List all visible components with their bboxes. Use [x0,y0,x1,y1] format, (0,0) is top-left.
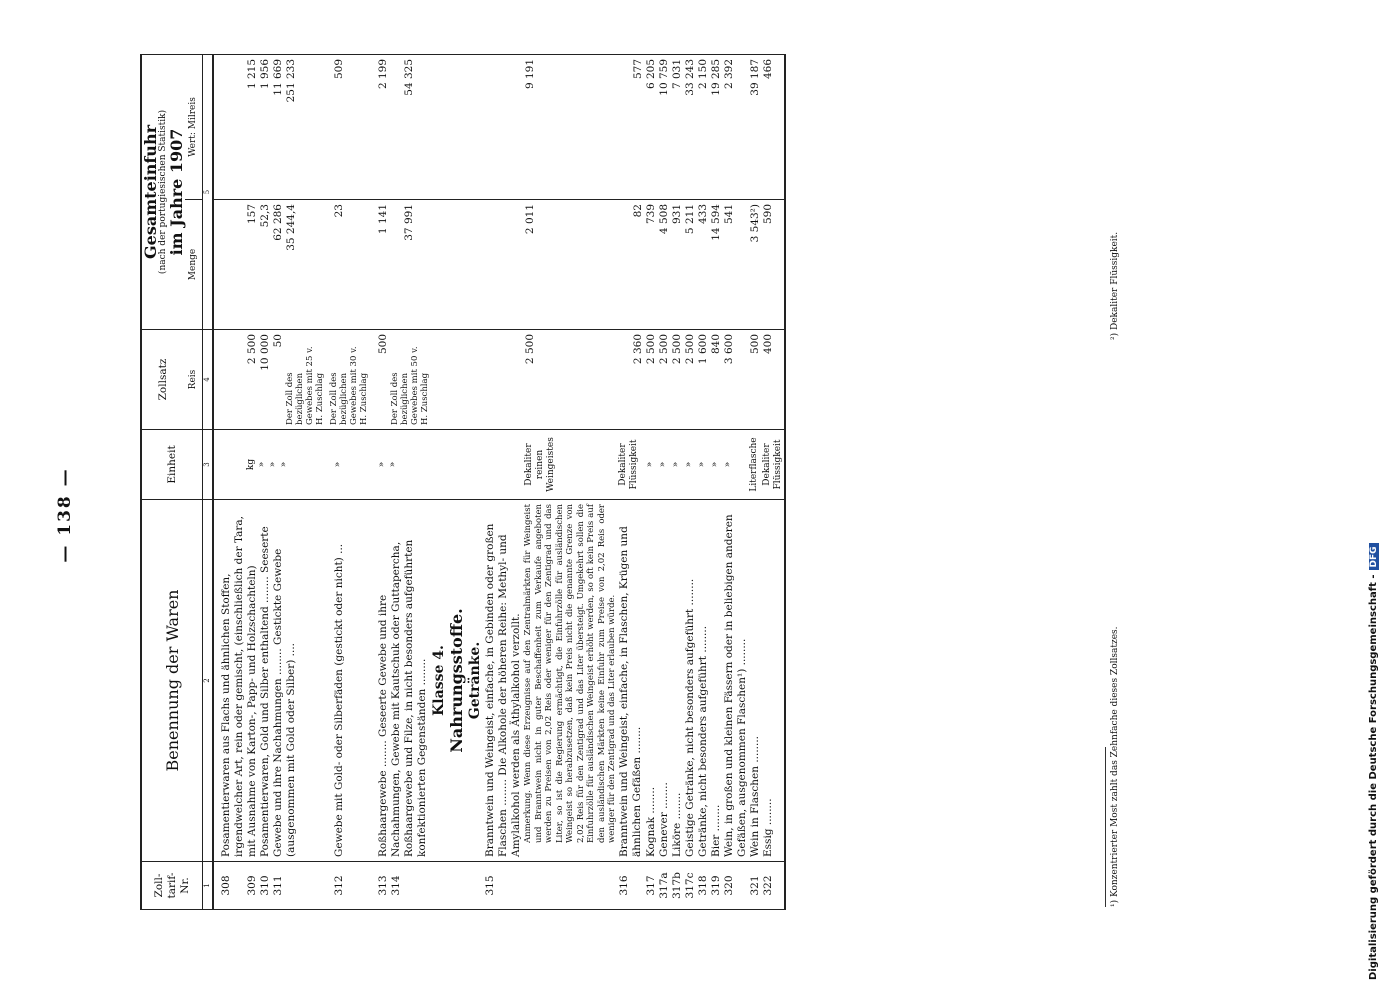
cell-value: 33 243 [684,54,697,199]
cell-desc: Liköre ........ [671,500,684,862]
cell-desc: Essig ........ [762,500,785,862]
table-row [484,54,618,909]
cell-nr: 320 [723,862,749,910]
cell-value: 7 031 [671,54,684,199]
cell-value: 2 392 [723,54,749,199]
cell-value: 6 205 [645,54,658,199]
cell-unit: » [658,430,671,500]
cell-nr: 318 [697,862,710,910]
header-import-year: im Jahre 1907 [167,128,186,256]
table-row [645,54,658,909]
cell-qty: 23 [325,200,369,330]
cell-nr: 321 [749,862,762,910]
cell-value: 577 [618,54,645,199]
cell-rate: 2 500 [484,330,618,430]
cell-qty: 1 141 37 991 [369,200,430,330]
cell-qty: 2 011 [484,200,618,330]
digitization-credit: Digitalisierung gefördert durch die Deutsche Forschungsgemeinschaft -DFG [1368,0,1382,980]
cell-value: 19 285 [710,54,723,199]
klasse-title: Nahrungsstoffe. [447,608,466,753]
cell-qty: 4 508 [658,200,671,330]
cell-qty: 590 [762,200,785,330]
cell-unit: » [684,430,697,500]
cell-rate: 500 [749,330,762,430]
cell-desc: Gewebe mit Gold- oder Silberfäden (gestickt oder nicht) ... [325,500,369,862]
cell-nr: 322 [762,862,785,910]
cell-nr: 317a [658,862,671,910]
cell-rate: 2 500 10 000 50 Der Zoll des bezüglichen Gewebes mit 25 v. H. Zuschlag [213,330,325,430]
header-value: Wert: Milreis [185,54,203,199]
note-text: Anmerkung. Wenn diese Erzeugnisse auf den Zentralmärkten für Weingeist und Branntwein nicht in guter Beschaffenheit zum Verkaufe angeboten werden zu Preisen von 2,02 Reis oder weniger für den Zentigrad und das Liter, so ist die Regierung ermächtigt, die Einfuhrzölle für ausländischen Weingeist so herabzusetzen, daß kein Preis nicht die genannte Grenze von 2,02 Reis für den Zentigrad und das Liter übersteigt. Umgekehrt sollen die Einfuhrzölle für ausländischen Weingeist erhöht werden, so oft kein Preis auf den ausländischen Märkten keine Einfuhr zum Preise von 2,02 Reis oder weniger für den Zentigrad und das Liter erlauben würde. [523,504,617,843]
cell-desc: Wein in Flaschen ........ [749,500,762,862]
header-import-sub: (nach der portugiesischen Statistik) [158,109,168,275]
cell-nr: 317b [671,862,684,910]
cell-nr: 317c [684,862,697,910]
header-duty-unit: Reis [185,330,203,430]
table-row [671,54,684,909]
cell-desc: Branntwein und Weingeist, einfache, in Gebinden oder großen Flaschen ........ Die Alkohole der höheren Reihe: Methyl- und Amylalkohol werden als Äthylalkohol verzollt. Anmerkung. Wenn diese Erzeugnisse auf den Zentralmärkten für Weingeist und Branntwein nicht in guter Beschaffenheit zum Verkaufe angeboten werden zu Preisen von 2,02 Reis oder weniger für den Zentigrad und das Liter, so ist die Regierung ermächtigt, die Einfuhrzölle für ausländischen Weingeist so herabzusetzen, daß kein Preis nicht die genannte Grenze von 2,02 Reis für den Zentigrad und das Liter übersteigt. Umgekehrt sollen die Einfuhrzölle für ausländischen Weingeist erhöht werden, so oft kein Preis auf den ausländischen Märkten keine Einfuhr zum Preise von 2,02 Reis oder weniger für den Zentigrad und das Liter erlauben würde. [484,500,618,862]
cell-desc: Kognak ........ [645,500,658,862]
rotated-page [55,55,1240,975]
cell-desc: Geistige Getränke, nicht besonders aufgeführt ........ [684,500,697,862]
cell-rate: 3 600 [723,330,749,430]
cell-desc: Bier ........ [710,500,723,862]
cell-qty: 3 543²) [749,200,762,330]
cell-rate: 2 500 [645,330,658,430]
cell-unit: » [697,430,710,500]
table-row [762,54,785,909]
cell-qty: 541 [723,200,749,330]
header-tariff-nr: Zoll- tarif- Nr. [141,862,203,910]
section-heading [430,500,484,862]
cell-desc: Getränke, nicht besonders aufgeführt ........ [697,500,710,862]
cell-desc: Roßhaargewebe ........ Geseerte Gewebe und ihre Nachahmungen, Gewebe mit Kautschuk oder Guttapercha, Roßhaargewebe und Filze, in nicht besonders aufgeführten konfektionierten Gegenständen ........ [369,500,430,862]
cell-unit: Dekaliter Flüssigkeit [618,430,645,500]
cell-nr: 308 309 310 311 [213,862,325,910]
cell-qty: 82 [618,200,645,330]
table-row [325,54,369,909]
header-goods: Benennung der Waren [141,500,203,862]
footnote-1: ¹) Konzentrierter Most zahlt das Zehnfache dieses Zollsatzes. [1110,626,1120,907]
cell-desc: Branntwein und Weingeist, einfache, in Flaschen, Krügen und ähnlichen Gefäßen ........ [618,500,645,862]
cell-qty: 14 594 [710,200,723,330]
table-row [213,54,325,909]
cell-nr: 316 [618,862,645,910]
colnum-1: 1 [203,862,214,910]
cell-unit: » [710,430,723,500]
cell-value: 466 [762,54,785,199]
footnote-rule [1105,747,1106,907]
cell-unit: Dekaliter Flüssigkeit [762,430,785,500]
klasse-label: Klasse 4. [431,645,447,716]
cell-unit: » [645,430,658,500]
cell-rate: 2 500 [684,330,697,430]
table-row [697,54,710,909]
tariff-table [140,54,786,910]
header-duty: Zollsatz [141,330,185,430]
cell-qty: 157 52,3 62 286 35 244,4 [213,200,325,330]
cell-desc: Posamentierwaren aus Flachs und ähnlichen Stoffen, irgendwelcher Art, rein oder gemischt, (einschließlich der Tara, mit Ausnahme von Karton-, Papp- und Holzschachteln) Posamentierwaren, Gold und Silber enthaltend ........ Seeserte Gewebe und ihre Nachahmungen ........ Gestickte Gewebe (ausgenommen mit Gold oder Silber) .... [213,500,325,862]
table-row [749,54,762,909]
cell-qty: 739 [645,200,658,330]
cell-rate: 400 [762,330,785,430]
cell-rate: 2 500 [671,330,684,430]
table-row [430,54,484,909]
cell-rate: 2 500 [658,330,671,430]
klasse-subtitle: Getränke. [467,641,483,720]
colnum-2: 2 [203,500,214,862]
cell-rate: Der Zoll des bezüglichen Gewebes mit 30 v. H. Zuschlag [325,330,369,430]
cell-nr: 317 [645,862,658,910]
colnum-5: 5 [203,54,214,329]
colnum-3: 3 [203,430,214,500]
cell-unit: » [723,430,749,500]
cell-value: 2 199 54 325 [369,54,430,199]
cell-unit: Dekaliter reinen Weingeistes [484,430,618,500]
cell-rate: 840 [710,330,723,430]
cell-nr: 319 [710,862,723,910]
footnote-2: ²) Dekaliter Flüssigkeit. [1110,231,1120,340]
cell-unit: Literflasche [749,430,762,500]
cell-rate: 2 360 [618,330,645,430]
cell-nr: 315 [484,862,618,910]
cell-value: 2 150 [697,54,710,199]
table-row [658,54,671,909]
header-import-title: Gesamteinfuhr [141,124,160,259]
cell-desc: Genever ........ [658,500,671,862]
cell-value: 10 759 [658,54,671,199]
cell-rate: 1 600 [697,330,710,430]
cell-value: 9 191 [484,54,618,199]
cell-unit: » [671,430,684,500]
cell-value: 1 215 1 956 11 669 251 233 [213,54,325,199]
cell-value: 509 [325,54,369,199]
dfg-logo: DFG [1369,543,1379,570]
header-qty: Menge [185,200,203,330]
cell-qty: 5 211 [684,200,697,330]
cell-unit: » [325,430,369,500]
cell-desc: Wein, in großen und kleinen Fässern oder in beliebigen anderen Gefäßen, ausgenommen Flaschen¹) ........ [723,500,749,862]
page-number: — 138 — [55,467,75,563]
cell-nr: 312 [325,862,369,910]
cell-rate: 500 Der Zoll des bezüglichen Gewebes mit 50 v. H. Zuschlag [369,330,430,430]
cell-unit: kg » » » [213,430,325,500]
cell-qty: 433 [697,200,710,330]
cell-value: 39 187 [749,54,762,199]
table-row [618,54,645,909]
cell-unit: » » [369,430,430,500]
colnum-4: 4 [203,330,214,430]
table-row [369,54,430,909]
table-row [710,54,723,909]
header-import [141,54,185,329]
header-unit: Einheit [141,430,203,500]
table-row [684,54,697,909]
table-row [723,54,749,909]
cell-nr: 313 314 [369,862,430,910]
cell-qty: 931 [671,200,684,330]
